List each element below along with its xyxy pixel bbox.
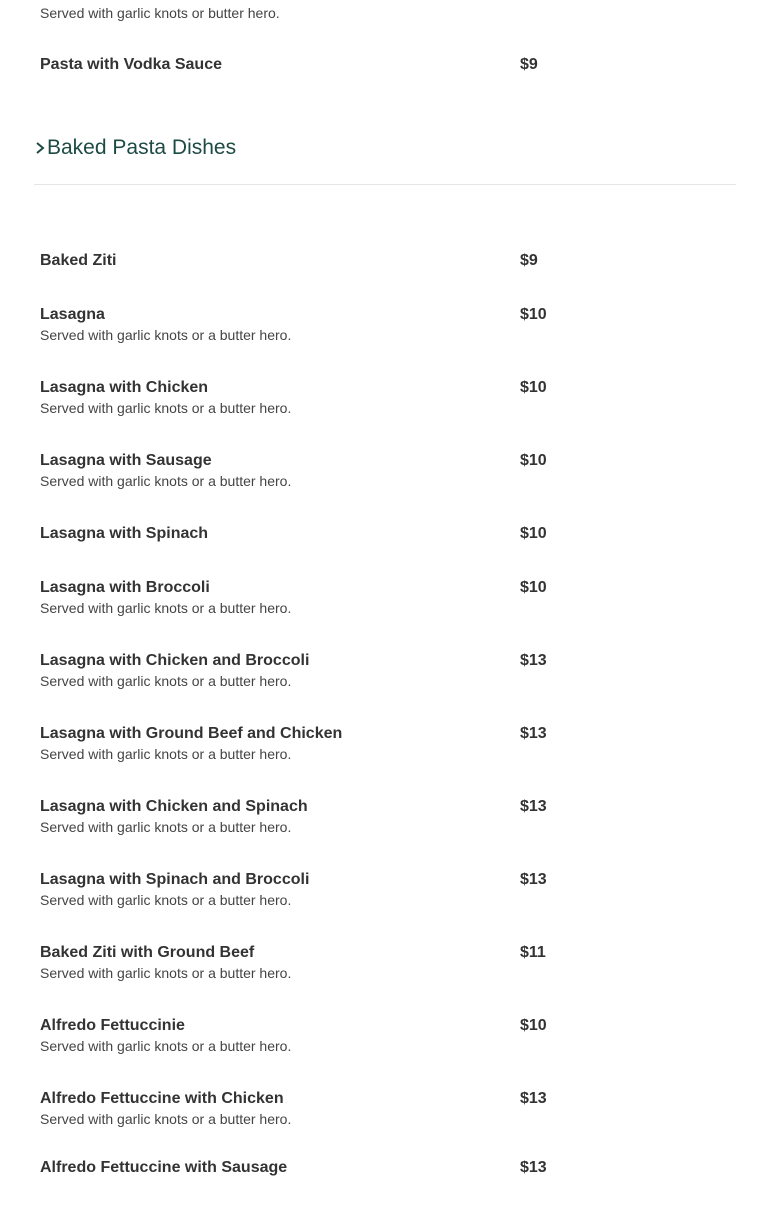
menu-item[interactable] <box>0 579 770 639</box>
item-price: $11 <box>520 944 546 961</box>
item-price: $10 <box>520 306 547 323</box>
item-price: $10 <box>520 525 547 542</box>
item-name: Alfredo Fettuccine with Sausage <box>40 1159 288 1176</box>
item-description: Served with garlic knots or a butter hero. <box>40 400 292 416</box>
menu-item[interactable] <box>0 944 770 1004</box>
menu-item[interactable] <box>0 452 770 512</box>
item-price: $13 <box>520 871 547 888</box>
menu-item[interactable] <box>0 1159 770 1219</box>
chevron-right-icon <box>34 140 46 156</box>
item-description: Served with garlic knots or a butter hero. <box>40 327 292 343</box>
menu-item[interactable] <box>0 652 770 712</box>
item-description: Served with garlic knots or a butter hero. <box>40 965 292 981</box>
item-price: $10 <box>520 1017 547 1034</box>
item-description: Served with garlic knots or a butter hero. <box>40 600 292 616</box>
item-name: Lasagna with Spinach <box>40 525 209 542</box>
item-name: Baked Ziti with Ground Beef <box>40 944 255 961</box>
item-price: $13 <box>520 1090 547 1107</box>
section-header-baked-pasta[interactable] <box>34 136 736 185</box>
menu-item[interactable] <box>0 56 770 116</box>
item-name: Alfredo Fettuccinie <box>40 1017 185 1034</box>
item-price: $10 <box>520 579 547 596</box>
menu-item[interactable] <box>0 725 770 785</box>
item-name: Lasagna with Ground Beef and Chicken <box>40 725 343 742</box>
item-name: Lasagna <box>40 306 105 323</box>
item-price: $13 <box>520 725 547 742</box>
item-description: Served with garlic knots or a butter hero. <box>40 473 292 489</box>
item-description: Served with garlic knots or butter hero. <box>40 5 280 21</box>
item-price: $10 <box>520 452 547 469</box>
item-name: Alfredo Fettuccine with Chicken <box>40 1090 284 1107</box>
item-description: Served with garlic knots or a butter hero. <box>40 819 292 835</box>
item-price: $13 <box>520 798 547 815</box>
item-name: Lasagna with Broccoli <box>40 579 210 596</box>
menu-item[interactable] <box>0 525 770 585</box>
item-price: $13 <box>520 652 547 669</box>
item-name: Pasta with Vodka Sauce <box>40 56 222 73</box>
item-price: $9 <box>520 56 538 73</box>
item-description: Served with garlic knots or a butter hero. <box>40 673 292 689</box>
menu-item[interactable] <box>0 1017 770 1077</box>
menu-item[interactable] <box>0 871 770 931</box>
menu-item[interactable] <box>0 306 770 366</box>
item-description: Served with garlic knots or a butter hero. <box>40 892 292 908</box>
item-name: Lasagna with Spinach and Broccoli <box>40 871 310 888</box>
menu-item[interactable] <box>0 1090 770 1150</box>
item-description: Served with garlic knots or a butter hero. <box>40 1038 292 1054</box>
item-price: $9 <box>520 252 538 269</box>
menu-item[interactable] <box>0 379 770 439</box>
item-price: $10 <box>520 379 547 396</box>
menu-item[interactable] <box>0 252 770 312</box>
item-name: Lasagna with Chicken <box>40 379 209 396</box>
item-name: Lasagna with Chicken and Broccoli <box>40 652 310 669</box>
item-name: Lasagna with Sausage <box>40 452 212 469</box>
item-description: Served with garlic knots or a butter hero. <box>40 746 292 762</box>
item-name: Lasagna with Chicken and Spinach <box>40 798 308 815</box>
menu-item[interactable] <box>0 798 770 858</box>
item-description: Served with garlic knots or a butter hero. <box>40 1111 292 1127</box>
item-price: $13 <box>520 1159 547 1176</box>
section-title: Baked Pasta Dishes <box>47 136 237 159</box>
item-name: Baked Ziti <box>40 252 117 269</box>
